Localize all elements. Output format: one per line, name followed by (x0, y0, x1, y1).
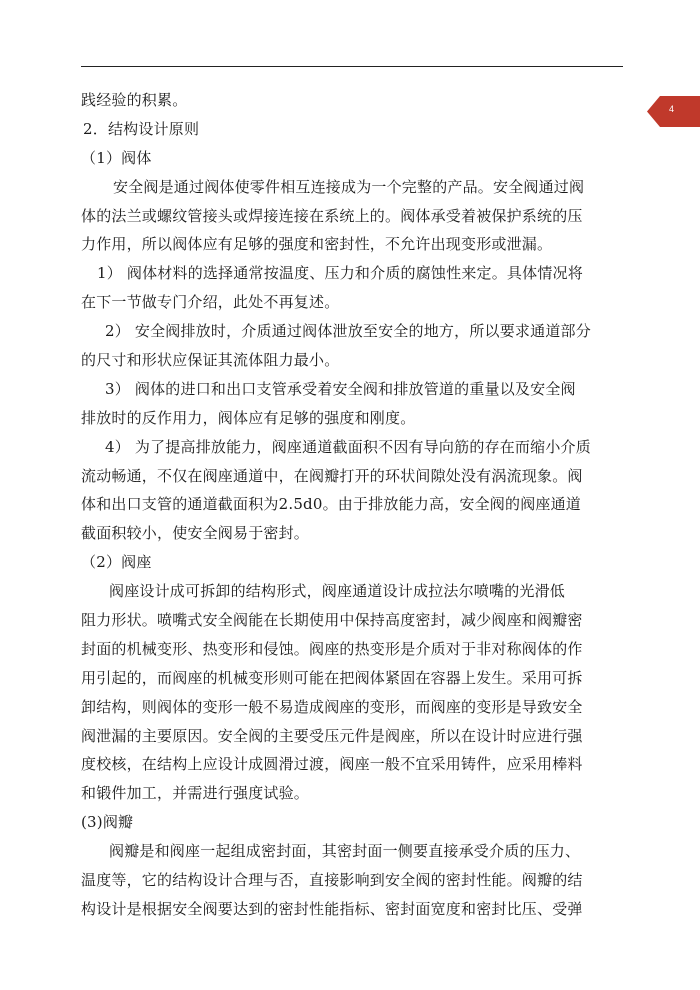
paragraph-line: 阀泄漏的主要原因。安全阀的主要受压元件是阀座，所以在设计时应进行强 (81, 726, 583, 745)
paragraph-line: 体的法兰或螺纹管接头或焊接连接在系统上的。阀体承受着被保护系统的压 (81, 206, 583, 225)
paragraph-line: 力作用，所以阀体应有足够的强度和密封性，不允许出现变形或泄漏。 (81, 235, 553, 254)
paragraph-line: 温度等，它的结构设计合理与否，直接影响到安全阀的密封性能。阀瓣的结 (81, 871, 583, 890)
list-item-line: 1） 阀体材料的选择通常按温度、压力和介质的腐蚀性来定。具体情况将 (97, 264, 583, 283)
list-item-line: 排放时的反作用力，阀体应有足够的强度和刚度。 (81, 408, 416, 427)
paragraph-line: 阀瓣是和阀座一起组成密封面，其密封面一侧要直接承受介质的压力、 (109, 842, 581, 861)
list-item-line: 截面积较小，使安全阀易于密封。 (81, 524, 310, 543)
paragraph-line: 用引起的，而阀座的机械变形则可能在把阀体紧固在容器上发生。采用可拆 (81, 668, 583, 687)
list-item-line: 2） 安全阀排放时，介质通过阀体泄放至安全的地方，所以要求通道部分 (105, 322, 591, 341)
document-body (81, 86, 626, 924)
paragraph-line: 封面的机械变形、热变形和侵蚀。阀座的热变形是介质对于非对称阀体的作 (81, 639, 583, 658)
page-number: 4 (669, 104, 675, 114)
subsection-heading: （1）阀体 (81, 148, 152, 167)
list-item-line: 流动畅通，不仅在阀座通道中，在阀瓣打开的环状间隙处没有涡流现象。阀 (81, 466, 583, 485)
list-item-line: 在下一节做专门介绍，此处不再复述。 (81, 293, 340, 312)
paragraph-line: 和锻件加工，并需进行强度试验。 (81, 784, 310, 803)
subsection-heading: （2）阀座 (81, 553, 152, 572)
subsection-heading: (3)阀瓣 (81, 813, 134, 832)
text-line: 践经验的积累。 (81, 91, 188, 109)
paragraph-line: 阀座设计成可拆卸的结构形式，阀座通道设计成拉法尔喷嘴的光滑低 (109, 582, 566, 601)
list-item-line: 体和出口支管的通道截面积为2.5d0。由于排放能力高，安全阀的阀座通道 (81, 495, 582, 514)
page-number-badge (647, 96, 700, 127)
paragraph-line: 阻力形状。喷嘴式安全阀能在长期使用中保持高度密封，减少阀座和阀瓣密 (81, 611, 583, 630)
paragraph-line: 卸结构，则阀体的变形一般不易造成阀座的变形，而阀座的变形是导致安全 (81, 697, 583, 716)
paragraph-line: 度校核，在结构上应设计成圆滑过渡，阀座一般不宜采用铸件，应采用棒料 (81, 755, 583, 774)
list-item-line: 的尺寸和形状应保证其流体阻力最小。 (81, 351, 340, 370)
list-item-line: 3） 阀体的进口和出口支管承受着安全阀和排放管道的重量以及安全阀 (105, 379, 576, 398)
section-heading: 2．结构设计原则 (83, 119, 200, 138)
paragraph-line: 构设计是根据安全阀要达到的密封性能指标、密封面宽度和密封比压、受弹 (81, 899, 583, 918)
list-item-line: 4） 为了提高排放能力，阀座通道截面积不因有导向筋的存在而缩小介质 (105, 437, 591, 456)
header-rule (81, 66, 623, 67)
paragraph-line: 安全阀是通过阀体使零件相互连接成为一个完整的产品。安全阀通过阀 (113, 177, 585, 196)
